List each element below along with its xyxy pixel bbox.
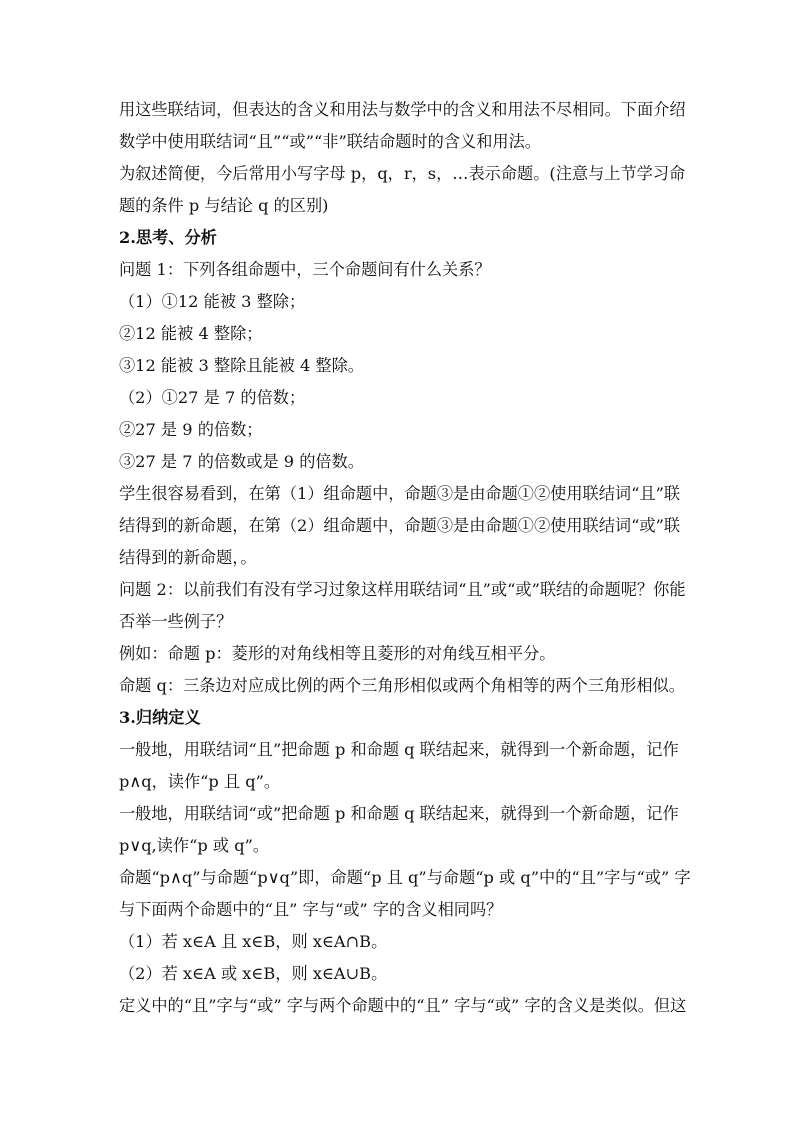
paragraph-line: 用这些联结词，但表达的含义和用法与数学中的含义和用法不尽相同。下面介绍 [119, 100, 686, 119]
paragraph-line: 一般地，用联结词“且”把命题 p 和命题 q 联结起来，就得到一个新命题，记作 [119, 740, 679, 759]
paragraph-line: p∨q,读作“p 或 q”。 [119, 836, 270, 855]
list-item: ③12 能被 3 整除且能被 4 整除。 [119, 356, 364, 375]
list-item: （1）①12 能被 3 整除； [119, 292, 306, 311]
paragraph-line: 结得到的新命题，。 [119, 548, 257, 567]
list-item: ②27 是 9 的倍数； [119, 420, 263, 439]
list-item: ②12 能被 4 整除； [119, 324, 263, 343]
list-item: （1）若 x∈A 且 x∈B，则 x∈A∩B。 [119, 932, 388, 951]
paragraph-line: 与下面两个命题中的“且” 字与“或” 字的含义相同吗？ [119, 900, 503, 919]
paragraph-line: 问题 1：下列各组命题中，三个命题间有什么关系？ [119, 260, 491, 279]
section-heading: 2.思考、分析 [119, 228, 217, 247]
paragraph-line: 学生很容易看到，在第（1）组命题中，命题③是由命题①②使用联结词“且”联 [119, 484, 681, 503]
list-item: ③27 是 7 的倍数或是 9 的倍数。 [119, 452, 364, 471]
paragraph-line: 命题“p∧q”与命题“p∨q”即，命题“p 且 q”与命题“p 或 q”中的“且”字与“或” 字 [119, 868, 691, 887]
paragraph-line: 结得到的新命题，在第（2）组命题中，命题③是由命题①②使用联结词“或”联 [119, 516, 681, 535]
paragraph-line: p∧q，读作“p 且 q”。 [119, 772, 281, 791]
section-heading: 3.归纳定义 [119, 708, 201, 727]
paragraph-line: 问题 2：以前我们有没有学习过象这样用联结词“且”或“或”联结的命题呢？你能 [119, 580, 686, 599]
paragraph-line: 例如：命题 p：菱形的对角线相等且菱形的对角线互相平分。 [119, 644, 556, 663]
paragraph-line: 否举一些例子？ [119, 612, 233, 631]
paragraph-line: 一般地，用联结词“或”把命题 p 和命题 q 联结起来，就得到一个新命题，记作 [119, 804, 679, 823]
list-item: （2）若 x∈A 或 x∈B，则 x∈A∪B。 [119, 964, 388, 983]
paragraph-line: 题的条件 p 与结论 q 的区别) [119, 196, 329, 215]
list-item: （2）①27 是 7 的倍数； [119, 388, 306, 407]
paragraph-line: 定义中的“且”字与“或” 字与两个命题中的“且” 字与“或” 字的含义是类似。但这 [119, 996, 687, 1015]
paragraph-line: 数学中使用联结词“且”“或”“非”联结命题时的含义和用法。 [119, 132, 541, 151]
paragraph-line: 命题 q：三条边对应成比例的两个三角形相似或两个角相等的两个三角形相似。 [119, 676, 685, 695]
paragraph-line: 为叙述简便，今后常用小写字母 p，q，r，s，…表示命题。(注意与上节学习命 [119, 164, 686, 183]
